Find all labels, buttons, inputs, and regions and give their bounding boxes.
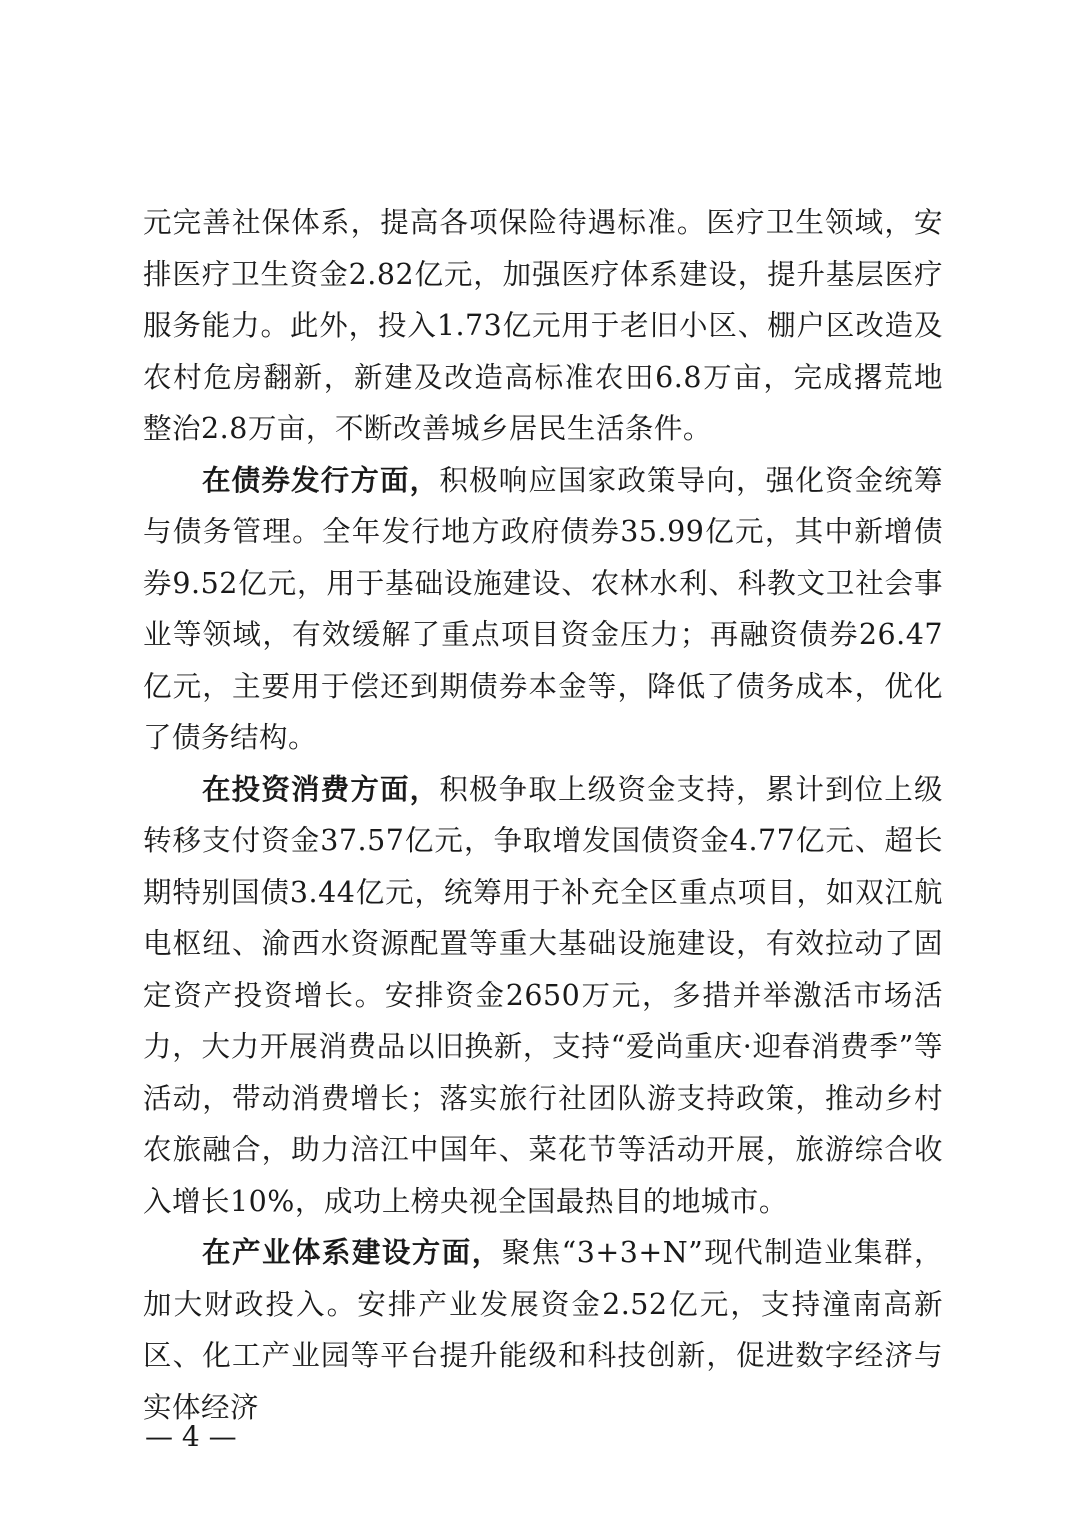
paragraph-social-security bbox=[143, 197, 943, 455]
paragraph-text: 积极响应国家政策导向，强化资金统筹与债务管理。全年发行地方政府债券35.99亿元，其中新增债券9.52亿元，用于基础设施建设、农林水利、科教文卫社会事业等领域，有效缓解了重点项目资金压力；再融资债券26.47亿元，主要用于偿还到期债券本金等，降低了债务成本，优化了债务结构。 bbox=[143, 463, 943, 754]
paragraph-text: 聚焦“3+3+N”现代制造业集群，加大财政投入。安排产业发展资金2.52亿元，支持潼南高新区、化工产业园等平台提升能级和科技创新，促进数字经济与实体经济 bbox=[143, 1236, 943, 1424]
paragraph-lead: 在债券发行方面， bbox=[202, 462, 440, 497]
paragraph-text: 积极争取上级资金支持，累计到位上级转移支付资金37.57亿元，争取增发国债资金4.77亿元、超长期特别国债3.44亿元，统筹用于补充全区重点项目，如双江航电枢纽、渝西水资源配置等重大基础设施建设，有效拉动了固定资产投资增长。安排资金2650万元，多措并举激活市场活力，大力开展消费品以旧换新，支持“爱尚重庆·迎春消费季”等活动，带动消费增长；落实旅行社团队游支持政策，推动乡村农旅融合，助力涪江中国年、菜花节等活动开展，旅游综合收入增长10%，成功上榜央视全国最热目的地城市。 bbox=[143, 772, 943, 1218]
paragraph-investment-consumption bbox=[143, 764, 943, 1228]
paragraph-bond-issuance bbox=[143, 455, 943, 764]
paragraph-text: 元完善社保体系，提高各项保险待遇标准。医疗卫生领域，安排医疗卫生资金2.82亿元，加强医疗体系建设，提升基层医疗服务能力。此外，投入1.73亿元用于老旧小区、棚户区改造及农村危房翻新，新建及改造高标准农田6.8万亩，完成撂荒地整治2.8万亩，不断改善城乡居民生活条件。 bbox=[143, 206, 943, 445]
paragraph-lead: 在投资消费方面， bbox=[202, 771, 440, 806]
paragraph-industry-system bbox=[143, 1227, 943, 1433]
document-body bbox=[143, 197, 943, 1433]
page-number: — 4 — bbox=[145, 1420, 237, 1453]
paragraph-lead: 在产业体系建设方面， bbox=[202, 1235, 502, 1269]
